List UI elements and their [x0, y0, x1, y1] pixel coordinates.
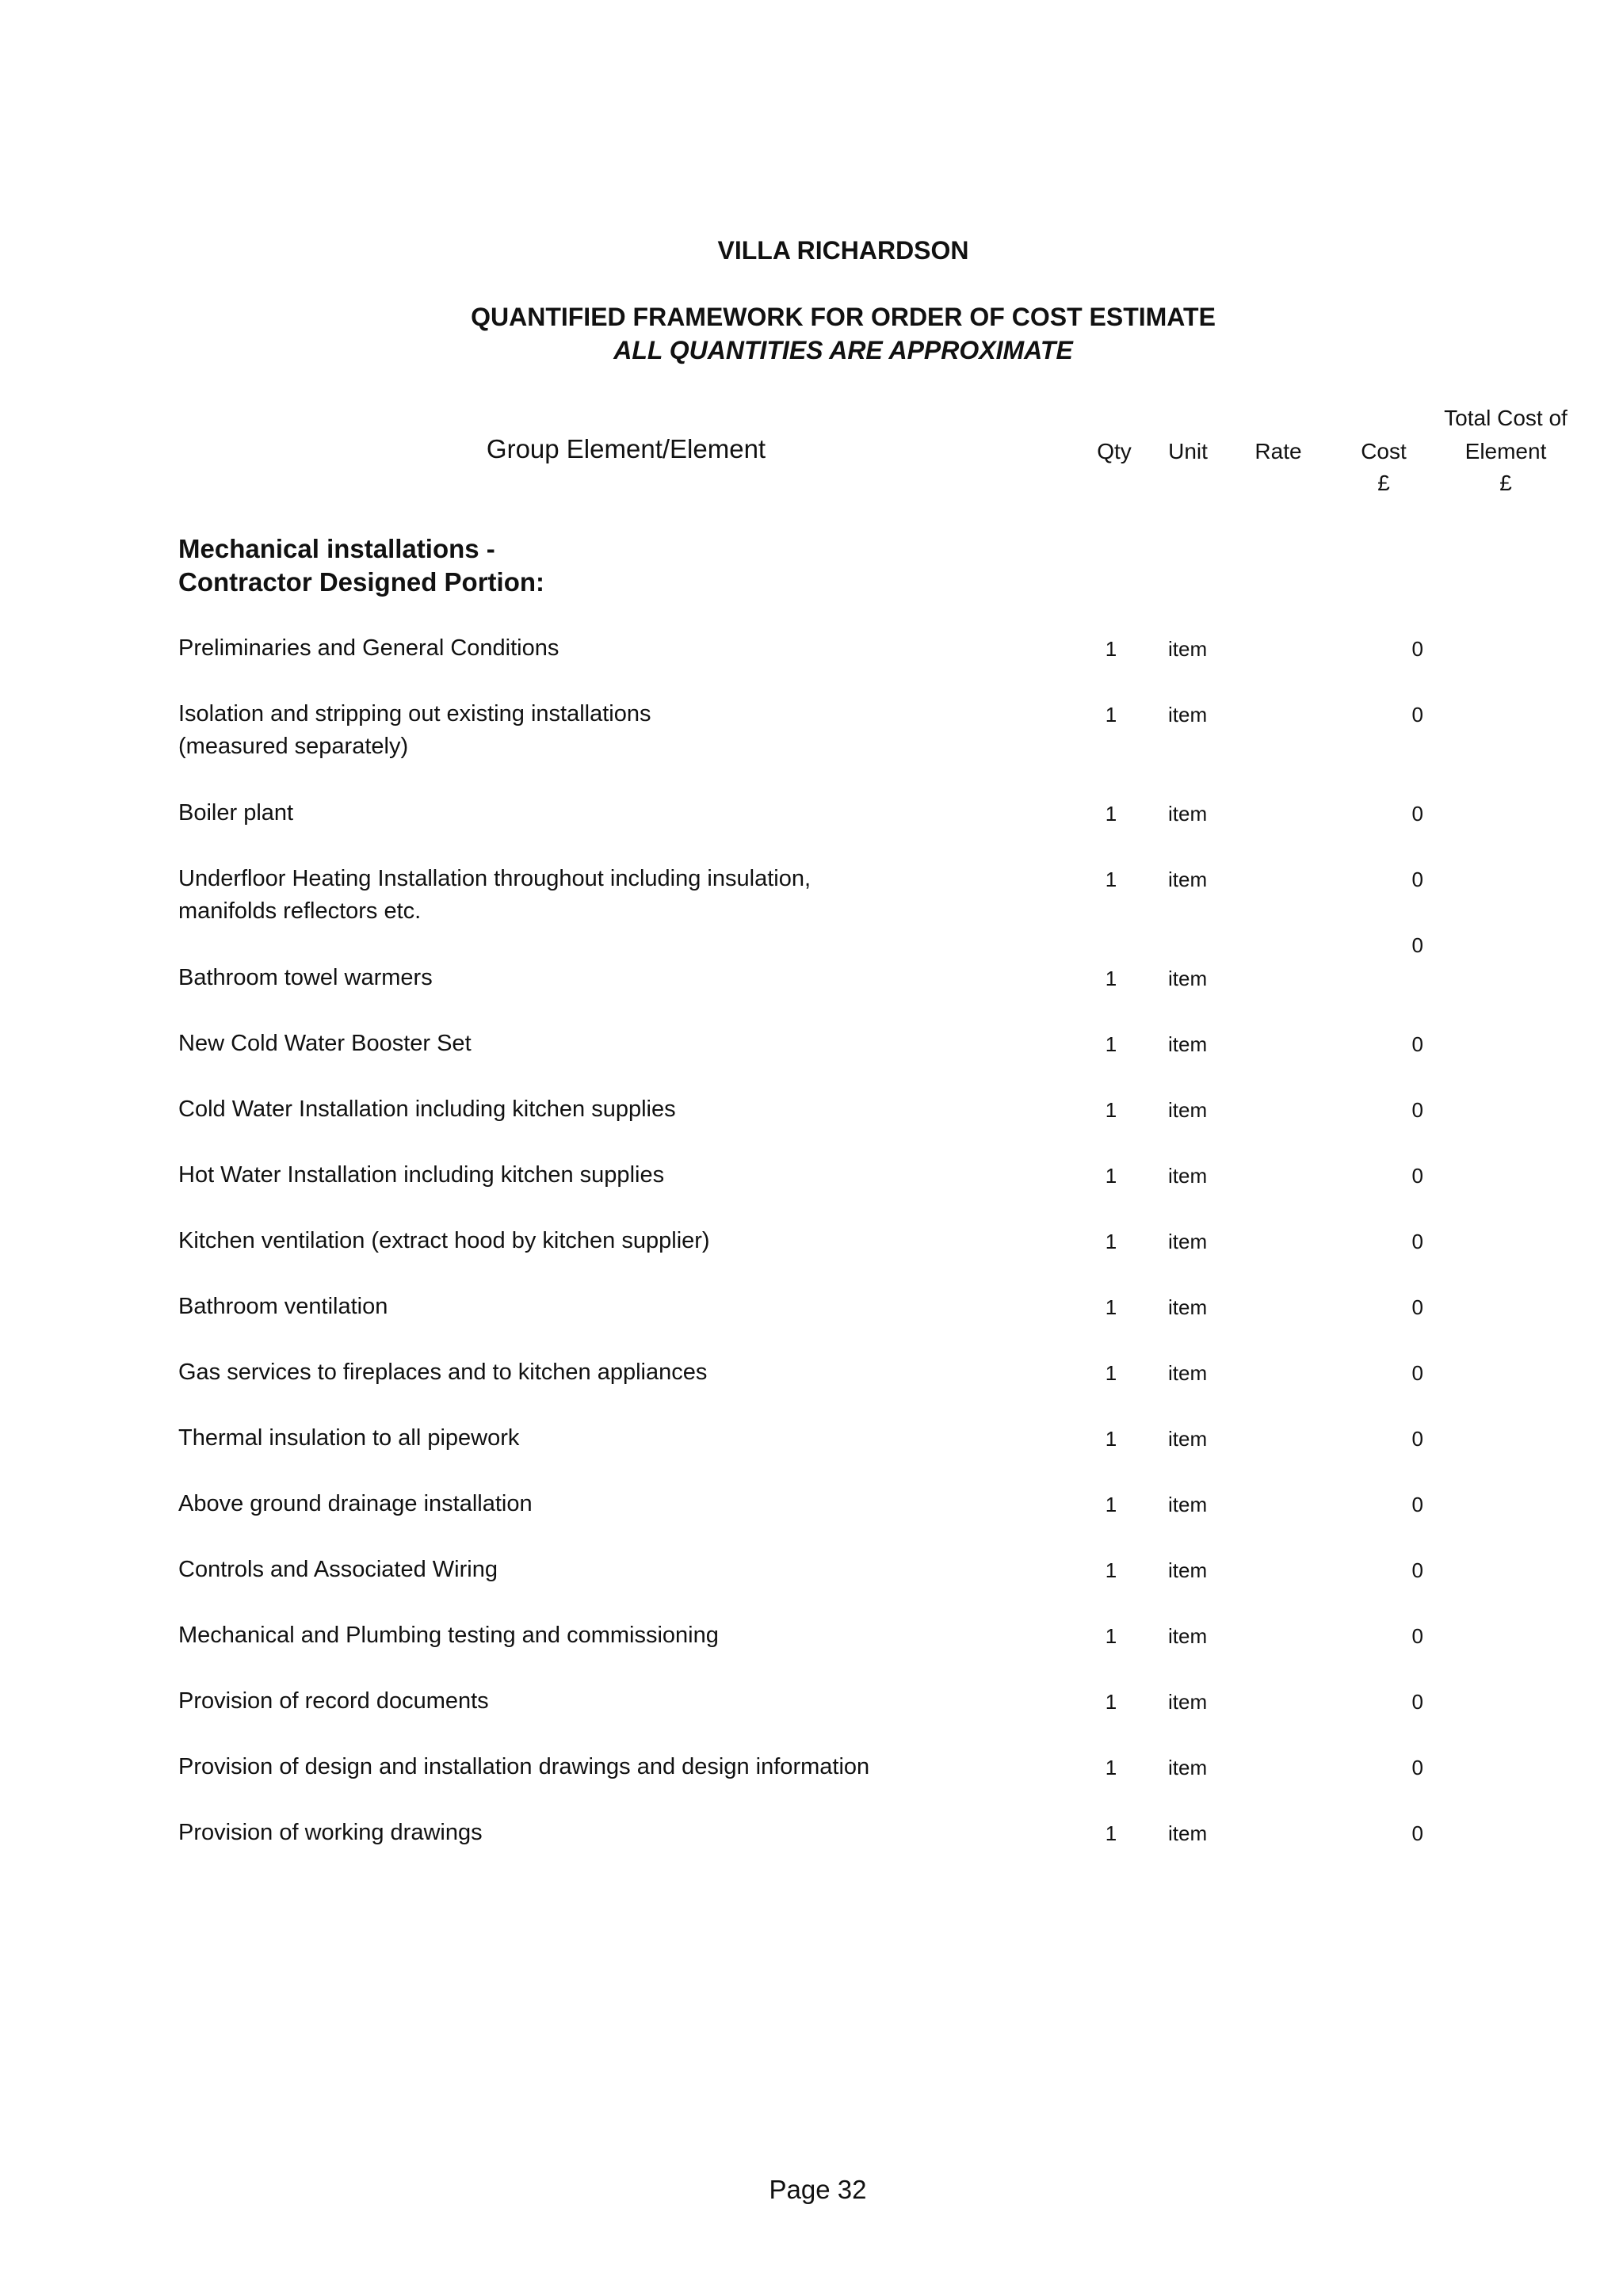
page-number: Page 32 [769, 2175, 867, 2204]
row-qty: 1 [1105, 1493, 1117, 1516]
row-qty: 1 [1105, 1624, 1117, 1648]
row-qty: 1 [1105, 703, 1117, 727]
row-description: Cold Water Installation including kitchen supplies [178, 1097, 676, 1122]
row-cost: 0 [1411, 933, 1423, 957]
row-cost: 0 [1411, 868, 1423, 891]
row-qty: 1 [1105, 1098, 1117, 1122]
row-cost: 0 [1411, 1821, 1423, 1845]
column-header-element: Group Element/Element [486, 434, 766, 463]
row-unit: item [1168, 802, 1208, 826]
row-cost: 0 [1411, 802, 1423, 826]
section-heading-line1: Mechanical installations - [178, 534, 495, 563]
row-cost: 0 [1411, 1032, 1423, 1056]
column-header-rate: Rate [1254, 439, 1302, 463]
row-unit: item [1168, 1098, 1208, 1122]
row-cost: 0 [1411, 1164, 1423, 1188]
row-unit: item [1168, 967, 1208, 990]
row-unit: item [1168, 1361, 1208, 1385]
row-unit: item [1168, 868, 1208, 891]
column-header-unit: Unit [1168, 439, 1208, 463]
row-description-line2: (measured separately) [178, 734, 409, 759]
row-description: Bathroom ventilation [178, 1294, 388, 1319]
row-cost: 0 [1411, 637, 1423, 661]
row-qty: 1 [1105, 1690, 1117, 1714]
row-description: Bathroom towel warmers [178, 965, 433, 990]
row-unit: item [1168, 1690, 1208, 1714]
row-description: Controls and Associated Wiring [178, 1557, 498, 1582]
section-heading-line2: Contractor Designed Portion: [178, 567, 545, 597]
row-unit: item [1168, 703, 1208, 727]
row-cost: 0 [1411, 1427, 1423, 1451]
column-header-cost-currency: £ [1377, 471, 1390, 495]
row-cost: 0 [1411, 703, 1423, 727]
row-unit: item [1168, 1230, 1208, 1253]
row-unit: item [1168, 1624, 1208, 1648]
row-description: Above ground drainage installation [178, 1491, 533, 1516]
row-description: Preliminaries and General Conditions [178, 635, 559, 661]
document-subtitle: ALL QUANTITIES ARE APPROXIMATE [613, 336, 1073, 364]
row-qty: 1 [1105, 1821, 1117, 1845]
row-description: Hot Water Installation including kitchen supplies [178, 1162, 665, 1188]
row-description: Isolation and stripping out existing installations [178, 701, 651, 727]
row-qty: 1 [1105, 1361, 1117, 1385]
column-header-qty: Qty [1097, 439, 1132, 463]
row-cost: 0 [1411, 1098, 1423, 1122]
column-header-total-line1: Total Cost of [1444, 406, 1568, 430]
column-header-total-currency: £ [1499, 471, 1512, 495]
row-description: Thermal insulation to all pipework [178, 1425, 520, 1451]
row-qty: 1 [1105, 1164, 1117, 1188]
row-description: Boiler plant [178, 800, 294, 826]
row-qty: 1 [1105, 637, 1117, 661]
row-qty: 1 [1105, 1558, 1117, 1582]
row-description: Kitchen ventilation (extract hood by kitchen supplier) [178, 1228, 710, 1253]
row-cost: 0 [1411, 1690, 1423, 1714]
row-qty: 1 [1105, 1032, 1117, 1056]
row-unit: item [1168, 1427, 1208, 1451]
row-cost: 0 [1411, 1493, 1423, 1516]
row-cost: 0 [1411, 1756, 1423, 1779]
row-cost: 0 [1411, 1230, 1423, 1253]
row-unit: item [1168, 1164, 1208, 1188]
column-header-cost: Cost [1361, 439, 1407, 463]
row-description: Provision of working drawings [178, 1820, 483, 1845]
row-qty: 1 [1105, 1756, 1117, 1779]
row-description: Gas services to fireplaces and to kitchen appliances [178, 1360, 708, 1385]
column-header-total-line2: Element [1465, 439, 1547, 463]
row-description: Provision of design and installation drawings and design information [178, 1754, 870, 1779]
row-unit: item [1168, 1295, 1208, 1319]
row-unit: item [1168, 1756, 1208, 1779]
row-qty: 1 [1105, 868, 1117, 891]
row-qty: 1 [1105, 1427, 1117, 1451]
row-description-line2: manifolds reflectors etc. [178, 898, 422, 924]
row-unit: item [1168, 1821, 1208, 1845]
row-description: Mechanical and Plumbing testing and commissioning [178, 1623, 719, 1648]
row-qty: 1 [1105, 967, 1117, 990]
row-qty: 1 [1105, 1230, 1117, 1253]
document-title: QUANTIFIED FRAMEWORK FOR ORDER OF COST ESTIMATE [471, 303, 1216, 331]
row-description: Underfloor Heating Installation throughout including insulation, [178, 866, 812, 891]
row-cost: 0 [1411, 1558, 1423, 1582]
project-title: VILLA RICHARDSON [717, 236, 969, 265]
row-unit: item [1168, 637, 1208, 661]
row-cost: 0 [1411, 1295, 1423, 1319]
row-unit: item [1168, 1032, 1208, 1056]
row-cost: 0 [1411, 1361, 1423, 1385]
row-unit: item [1168, 1558, 1208, 1582]
row-description: Provision of record documents [178, 1688, 489, 1714]
row-qty: 1 [1105, 802, 1117, 826]
row-cost: 0 [1411, 1624, 1423, 1648]
row-unit: item [1168, 1493, 1208, 1516]
row-description: New Cold Water Booster Set [178, 1031, 472, 1056]
row-qty: 1 [1105, 1295, 1117, 1319]
